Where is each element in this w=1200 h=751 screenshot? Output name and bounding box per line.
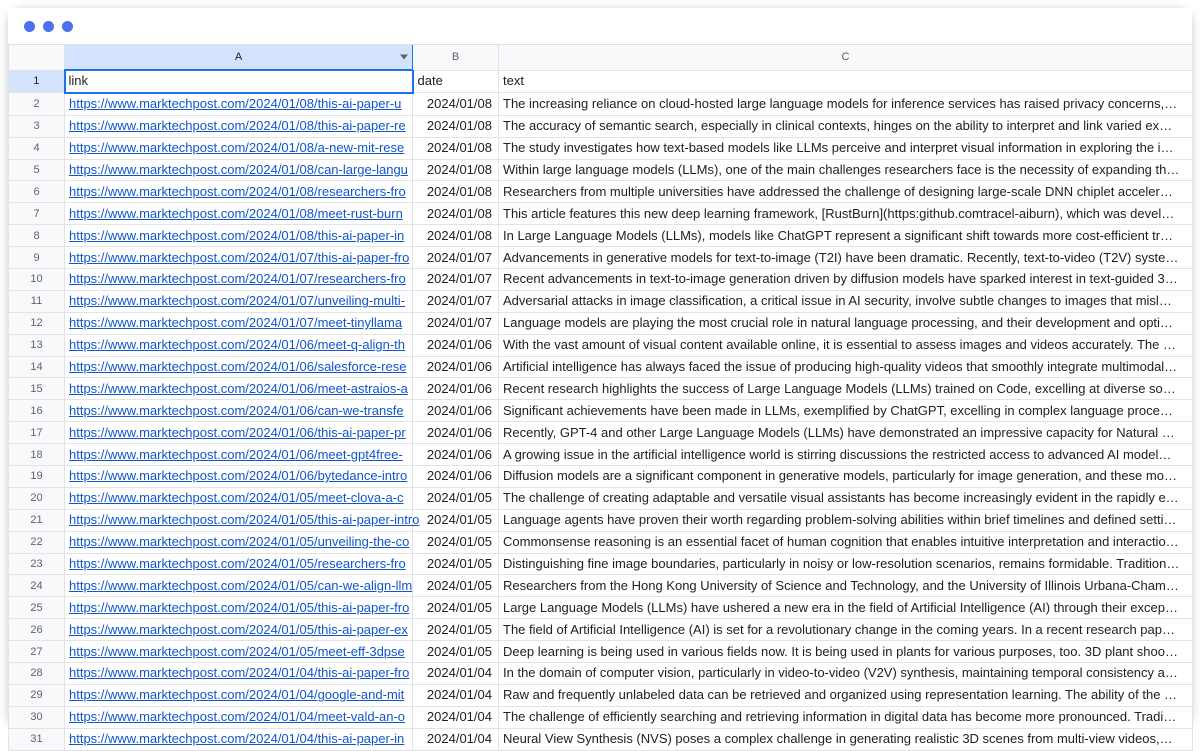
link-text[interactable]: https://www.marktechpost.com/2024/01/08/researchers-fro [69, 183, 406, 199]
cell-text[interactable]: Recently, GPT-4 and other Large Language Models (LLMs) have demonstrated an impressive capacity for Natural … [499, 422, 1193, 444]
cell-date[interactable]: 2024/01/06 [413, 400, 499, 422]
row-header[interactable]: 4 [9, 137, 65, 159]
cell-text[interactable]: Recent research highlights the success of Large Language Models (LLMs) trained on Code, excelling at diverse so… [499, 378, 1193, 400]
row-header[interactable]: 16 [9, 400, 65, 422]
spreadsheet-grid[interactable] [8, 44, 1192, 751]
cell-date[interactable]: 2024/01/05 [413, 509, 499, 531]
link-text[interactable]: https://www.marktechpost.com/2024/01/08/meet-rust-burn [69, 205, 403, 221]
table-row[interactable] [9, 137, 1193, 159]
cell-text[interactable]: The increasing reliance on cloud-hosted large language models for inference services has raised privacy concerns,… [499, 93, 1193, 115]
link-text[interactable]: https://www.marktechpost.com/2024/01/04/this-ai-paper-in [69, 731, 405, 747]
table-row[interactable] [9, 706, 1193, 728]
cell-date[interactable]: 2024/01/08 [413, 93, 499, 115]
row-header[interactable]: 26 [9, 619, 65, 641]
table-row[interactable] [9, 487, 1193, 509]
column-header-c-label: C [841, 51, 850, 64]
minimize-window-dot[interactable] [43, 21, 54, 32]
cell-date[interactable]: 2024/01/05 [413, 641, 499, 663]
row-header[interactable]: 5 [9, 159, 65, 181]
table-row[interactable] [9, 684, 1193, 706]
cell-link[interactable] [65, 466, 413, 488]
cell-link[interactable] [65, 269, 413, 291]
cell-text[interactable]: In the domain of computer vision, particularly in video-to-video (V2V) synthesis, maintaining temporal consistency a… [499, 663, 1193, 685]
cell-date[interactable]: 2024/01/05 [413, 619, 499, 641]
table-row[interactable] [9, 553, 1193, 575]
table-row[interactable] [9, 575, 1193, 597]
link-text[interactable]: https://www.marktechpost.com/2024/01/06/meet-q-align-th [69, 337, 405, 353]
link-text[interactable]: https://www.marktechpost.com/2024/01/08/this-ai-paper-in [69, 227, 405, 243]
row-header[interactable]: 18 [9, 444, 65, 466]
cell-date[interactable]: 2024/01/07 [413, 269, 499, 291]
table-row[interactable] [9, 422, 1193, 444]
cell-date[interactable]: 2024/01/08 [413, 225, 499, 247]
cell-link[interactable] [65, 312, 413, 334]
link-text[interactable]: https://www.marktechpost.com/2024/01/08/this-ai-paper-re [69, 118, 406, 134]
link-text[interactable]: https://www.marktechpost.com/2024/01/05/this-ai-paper-ex [69, 621, 408, 637]
app-window [8, 8, 1192, 747]
cell-text[interactable]: The challenge of creating adaptable and versatile visual assistants has become increasingly evident in the rapidly e… [499, 487, 1193, 509]
table-row[interactable] [9, 290, 1193, 312]
table-row[interactable] [9, 619, 1193, 641]
cell-a1-text[interactable]: link [68, 73, 89, 89]
table-row[interactable] [9, 663, 1193, 685]
cell-text[interactable]: Deep learning is being used in various fields now. It is being used in plants for various purposes, too. 3D plant shoo… [499, 641, 1193, 663]
cell-text[interactable]: In Large Language Models (LLMs), models like ChatGPT represent a significant shift towards more cost-efficient tr… [499, 225, 1193, 247]
link-text[interactable]: https://www.marktechpost.com/2024/01/06/meet-gpt4free- [69, 446, 403, 462]
table-row[interactable] [9, 203, 1193, 225]
row-header[interactable]: 20 [9, 487, 65, 509]
cell-text[interactable]: Adversarial attacks in image classification, a critical issue in AI security, involve subtle changes to images that misl… [499, 290, 1193, 312]
cell-date[interactable]: 2024/01/04 [413, 684, 499, 706]
cell-link[interactable] [65, 619, 413, 641]
link-text[interactable]: https://www.marktechpost.com/2024/01/07/unveiling-multi- [69, 293, 405, 309]
link-text[interactable]: https://www.marktechpost.com/2024/01/07/this-ai-paper-fro [69, 249, 410, 265]
table-row[interactable] [9, 444, 1193, 466]
table-row[interactable] [9, 159, 1193, 181]
select-all-corner[interactable] [9, 45, 65, 70]
link-text[interactable]: https://www.marktechpost.com/2024/01/05/researchers-fro [69, 556, 406, 572]
row-header[interactable]: 9 [9, 247, 65, 269]
cell-date[interactable]: 2024/01/05 [413, 487, 499, 509]
column-header-a-label: A [234, 51, 243, 63]
row-header[interactable]: 1 [9, 70, 65, 93]
table-row[interactable] [9, 181, 1193, 203]
cell-text[interactable]: Artificial intelligence has always faced the issue of producing high-quality videos that smoothly integrate multimodal… [499, 356, 1193, 378]
row-header[interactable]: 7 [9, 203, 65, 225]
link-text[interactable]: https://www.marktechpost.com/2024/01/08/can-large-langu [69, 162, 408, 177]
cell-text[interactable]: This article features this new deep learning framework, [RustBurn](https:github.comtracel-aiburn), which was devel… [499, 203, 1193, 225]
row-header[interactable]: 13 [9, 334, 65, 356]
cell-link[interactable] [65, 115, 413, 137]
cell-link[interactable] [65, 728, 413, 750]
link-text[interactable]: https://www.marktechpost.com/2024/01/05/meet-clova-a-c [69, 490, 404, 506]
link-text[interactable]: https://www.marktechpost.com/2024/01/05/can-we-align-llm [69, 577, 413, 593]
column-header-c[interactable] [499, 45, 1193, 70]
link-text[interactable]: https://www.marktechpost.com/2024/01/07/researchers-fro [69, 271, 406, 287]
cell-date[interactable]: 2024/01/06 [413, 334, 499, 356]
row-header[interactable]: 30 [9, 706, 65, 728]
cell-link[interactable] [65, 93, 413, 115]
cell-text[interactable]: Language agents have proven their worth regarding problem-solving abilities within brief timelines and defined setti… [499, 509, 1193, 531]
link-text[interactable]: https://www.marktechpost.com/2024/01/08/a-new-mit-rese [69, 140, 405, 156]
row-header[interactable]: 2 [9, 93, 65, 115]
cell-date[interactable]: 2024/01/05 [413, 553, 499, 575]
link-text[interactable]: https://www.marktechpost.com/2024/01/06/this-ai-paper-pr [69, 424, 406, 440]
cell-text[interactable]: Language models are playing the most crucial role in natural language processing, and their development and opti… [499, 312, 1193, 334]
cell-link[interactable] [65, 422, 413, 444]
table-row[interactable] [9, 247, 1193, 269]
cell-text[interactable]: text [499, 70, 1193, 93]
cell-a1[interactable] [65, 70, 413, 93]
table-row[interactable] [9, 641, 1193, 663]
table-row[interactable] [9, 93, 1193, 115]
table-row[interactable] [9, 728, 1193, 750]
table-row[interactable] [9, 531, 1193, 553]
row-header[interactable]: 11 [9, 290, 65, 312]
cell-link[interactable] [65, 597, 413, 619]
cell-date[interactable]: 2024/01/08 [413, 181, 499, 203]
cell-text[interactable]: Large Language Models (LLMs) have ushered a new era in the field of Artificial Intelligence (AI) through their excep… [499, 597, 1193, 619]
chevron-down-icon[interactable] [400, 55, 408, 60]
row-header[interactable]: 27 [9, 641, 65, 663]
cell-date[interactable]: 2024/01/06 [413, 356, 499, 378]
table-row[interactable] [9, 70, 1193, 93]
link-text[interactable]: https://www.marktechpost.com/2024/01/06/can-we-transfe [69, 402, 404, 418]
cell-text[interactable]: Recent advancements in text-to-image generation driven by diffusion models have sparked interest in text-guided 3… [499, 269, 1193, 291]
row-header[interactable]: 8 [9, 225, 65, 247]
link-text[interactable]: https://www.marktechpost.com/2024/01/07/meet-tinyllama [69, 315, 403, 331]
row-header[interactable]: 12 [9, 312, 65, 334]
cell-date[interactable]: 2024/01/05 [413, 597, 499, 619]
cell-text[interactable]: Raw and frequently unlabeled data can be retrieved and organized using representation learning. The ability of the … [499, 684, 1193, 706]
cell-text[interactable]: Diffusion models are a significant component in generative models, particularly for image generation, and these mo… [499, 466, 1193, 488]
link-text[interactable]: https://www.marktechpost.com/2024/01/05/this-ai-paper-intro [69, 512, 420, 528]
maximize-window-dot[interactable] [62, 21, 73, 32]
cell-text[interactable]: Advancements in generative models for text-to-image (T2I) have been dramatic. Recently, text-to-video (T2V) syste… [499, 247, 1193, 269]
table-row[interactable] [9, 400, 1193, 422]
row-header[interactable]: 15 [9, 378, 65, 400]
link-text[interactable]: https://www.marktechpost.com/2024/01/06/meet-astraios-a [69, 380, 408, 396]
row-header[interactable]: 29 [9, 684, 65, 706]
link-text[interactable]: https://www.marktechpost.com/2024/01/04/google-and-mit [69, 687, 405, 703]
row-header[interactable]: 17 [9, 422, 65, 444]
cell-text[interactable]: Researchers from multiple universities have addressed the challenge of designing large-scale DNN chiplet acceler… [499, 181, 1193, 203]
row-header[interactable]: 6 [9, 181, 65, 203]
cell-link[interactable] [65, 290, 413, 312]
row-header[interactable]: 28 [9, 663, 65, 685]
grid-table [8, 45, 1193, 751]
column-header-b[interactable] [413, 45, 499, 70]
cell-link[interactable] [65, 509, 420, 531]
cell-date[interactable]: 2024/01/07 [413, 247, 499, 269]
cell-text[interactable]: Commonsense reasoning is an essential facet of human cognition that enables intuitive interpretation and interactio… [499, 531, 1193, 553]
row-header[interactable]: 10 [9, 269, 65, 291]
cell-date[interactable]: 2024/01/08 [413, 137, 499, 159]
cell-link[interactable] [65, 225, 413, 247]
cell-link[interactable] [65, 641, 413, 663]
row-header[interactable]: 24 [9, 575, 65, 597]
cell-date[interactable]: 2024/01/05 [413, 575, 499, 597]
grid-body [9, 70, 1193, 750]
table-row[interactable] [9, 269, 1193, 291]
close-window-dot[interactable] [24, 21, 35, 32]
cell-link[interactable] [65, 356, 413, 378]
cell-link[interactable] [65, 444, 413, 466]
row-header[interactable]: 22 [9, 531, 65, 553]
cell-text[interactable]: Neural View Synthesis (NVS) poses a complex challenge in generating realistic 3D scenes from multi-view videos,… [499, 728, 1193, 750]
cell-link[interactable] [65, 487, 413, 509]
table-row[interactable] [9, 334, 1193, 356]
column-header-b-label: B [451, 51, 460, 64]
cell-text[interactable]: Researchers from the Hong Kong University of Science and Technology, and the University of Illinois Urbana-Cham… [499, 575, 1193, 597]
row-header[interactable]: 31 [9, 728, 65, 750]
cell-link[interactable] [65, 706, 413, 728]
column-header-row [9, 45, 1193, 70]
table-row[interactable] [9, 509, 1193, 531]
row-header[interactable]: 19 [9, 466, 65, 488]
cell-text[interactable]: Within large language models (LLMs), one of the main challenges researchers face is the necessity of expanding th… [499, 159, 1193, 181]
cell-text[interactable]: Significant achievements have been made in LLMs, exemplified by ChatGPT, excelling in complex language proce… [499, 400, 1193, 422]
cell-link[interactable] [65, 137, 413, 159]
cell-text[interactable]: The accuracy of semantic search, especially in clinical contexts, hinges on the ability to interpret and link varied ex… [499, 115, 1193, 137]
row-header[interactable]: 25 [9, 597, 65, 619]
cell-date[interactable]: 2024/01/08 [413, 159, 499, 181]
cell-date[interactable]: 2024/01/06 [413, 378, 499, 400]
cell-date[interactable]: 2024/01/06 [413, 466, 499, 488]
cell-link[interactable] [65, 553, 413, 575]
cell-date[interactable]: 2024/01/05 [413, 531, 499, 553]
cell-date[interactable]: 2024/01/08 [413, 203, 499, 225]
cell-link[interactable] [65, 575, 413, 597]
cell-date[interactable]: 2024/01/07 [413, 312, 499, 334]
cell-date[interactable]: 2024/01/06 [413, 422, 499, 444]
window-traffic-lights [24, 21, 73, 32]
cell-date[interactable]: 2024/01/07 [413, 290, 499, 312]
table-row[interactable] [9, 597, 1193, 619]
cell-date[interactable]: 2024/01/04 [413, 706, 499, 728]
cell-link[interactable] [65, 663, 413, 685]
cell-link[interactable] [65, 531, 413, 553]
cell-link[interactable] [65, 684, 413, 706]
cell-link[interactable] [65, 400, 413, 422]
cell-date[interactable]: 2024/01/08 [413, 115, 499, 137]
cell-date[interactable]: 2024/01/04 [413, 728, 499, 750]
table-row[interactable] [9, 378, 1193, 400]
cell-text[interactable]: The study investigates how text-based models like LLMs perceive and interpret visual information in exploring the i… [499, 137, 1193, 159]
table-row[interactable] [9, 225, 1193, 247]
table-row[interactable] [9, 115, 1193, 137]
link-text[interactable]: https://www.marktechpost.com/2024/01/06/salesforce-rese [69, 359, 407, 375]
row-header[interactable]: 3 [9, 115, 65, 137]
link-text[interactable]: https://www.marktechpost.com/2024/01/05/this-ai-paper-fro [69, 599, 410, 615]
window-titlebar [8, 8, 1192, 44]
cell-date[interactable]: 2024/01/04 [413, 663, 499, 685]
link-text[interactable]: https://www.marktechpost.com/2024/01/08/this-ai-paper-u [69, 96, 402, 112]
cell-link[interactable] [65, 159, 413, 181]
row-header[interactable]: 14 [9, 356, 65, 378]
row-header[interactable]: 23 [9, 553, 65, 575]
cell-text[interactable]: With the vast amount of visual content available online, it is essential to assess images and videos accurately. The … [499, 334, 1193, 356]
cell-link[interactable] [65, 334, 413, 356]
cell-link[interactable] [65, 378, 413, 400]
link-text[interactable]: https://www.marktechpost.com/2024/01/06/bytedance-intro [69, 468, 408, 484]
cell-date[interactable]: 2024/01/06 [413, 444, 499, 466]
link-text[interactable]: https://www.marktechpost.com/2024/01/04/meet-vald-an-o [69, 709, 405, 725]
table-row[interactable] [9, 466, 1193, 488]
cell-date[interactable]: date [413, 70, 499, 93]
row-header[interactable]: 21 [9, 509, 65, 531]
cell-link[interactable] [65, 181, 413, 203]
table-row[interactable] [9, 356, 1193, 378]
cell-text[interactable]: The field of Artificial Intelligence (AI) is set for a revolutionary change in the coming years. In a recent research pap… [499, 619, 1193, 641]
link-text[interactable]: https://www.marktechpost.com/2024/01/05/unveiling-the-co [69, 534, 410, 550]
column-header-a[interactable] [65, 45, 413, 70]
cell-text[interactable]: A growing issue in the artificial intelligence world is stirring discussions the restricted access to advanced AI model… [499, 444, 1193, 466]
cell-text[interactable]: Distinguishing fine image boundaries, particularly in noisy or low-resolution scenarios, remains formidable. Tradition… [499, 553, 1193, 575]
cell-text[interactable]: The challenge of efficiently searching and retrieving information in digital data has become more pronounced. Tradi… [499, 706, 1193, 728]
table-row[interactable] [9, 312, 1193, 334]
link-text[interactable]: https://www.marktechpost.com/2024/01/04/this-ai-paper-fro [69, 665, 410, 681]
cell-link[interactable] [65, 203, 413, 225]
cell-link[interactable] [65, 247, 413, 269]
link-text[interactable]: https://www.marktechpost.com/2024/01/05/meet-eff-3dpse [69, 643, 405, 659]
